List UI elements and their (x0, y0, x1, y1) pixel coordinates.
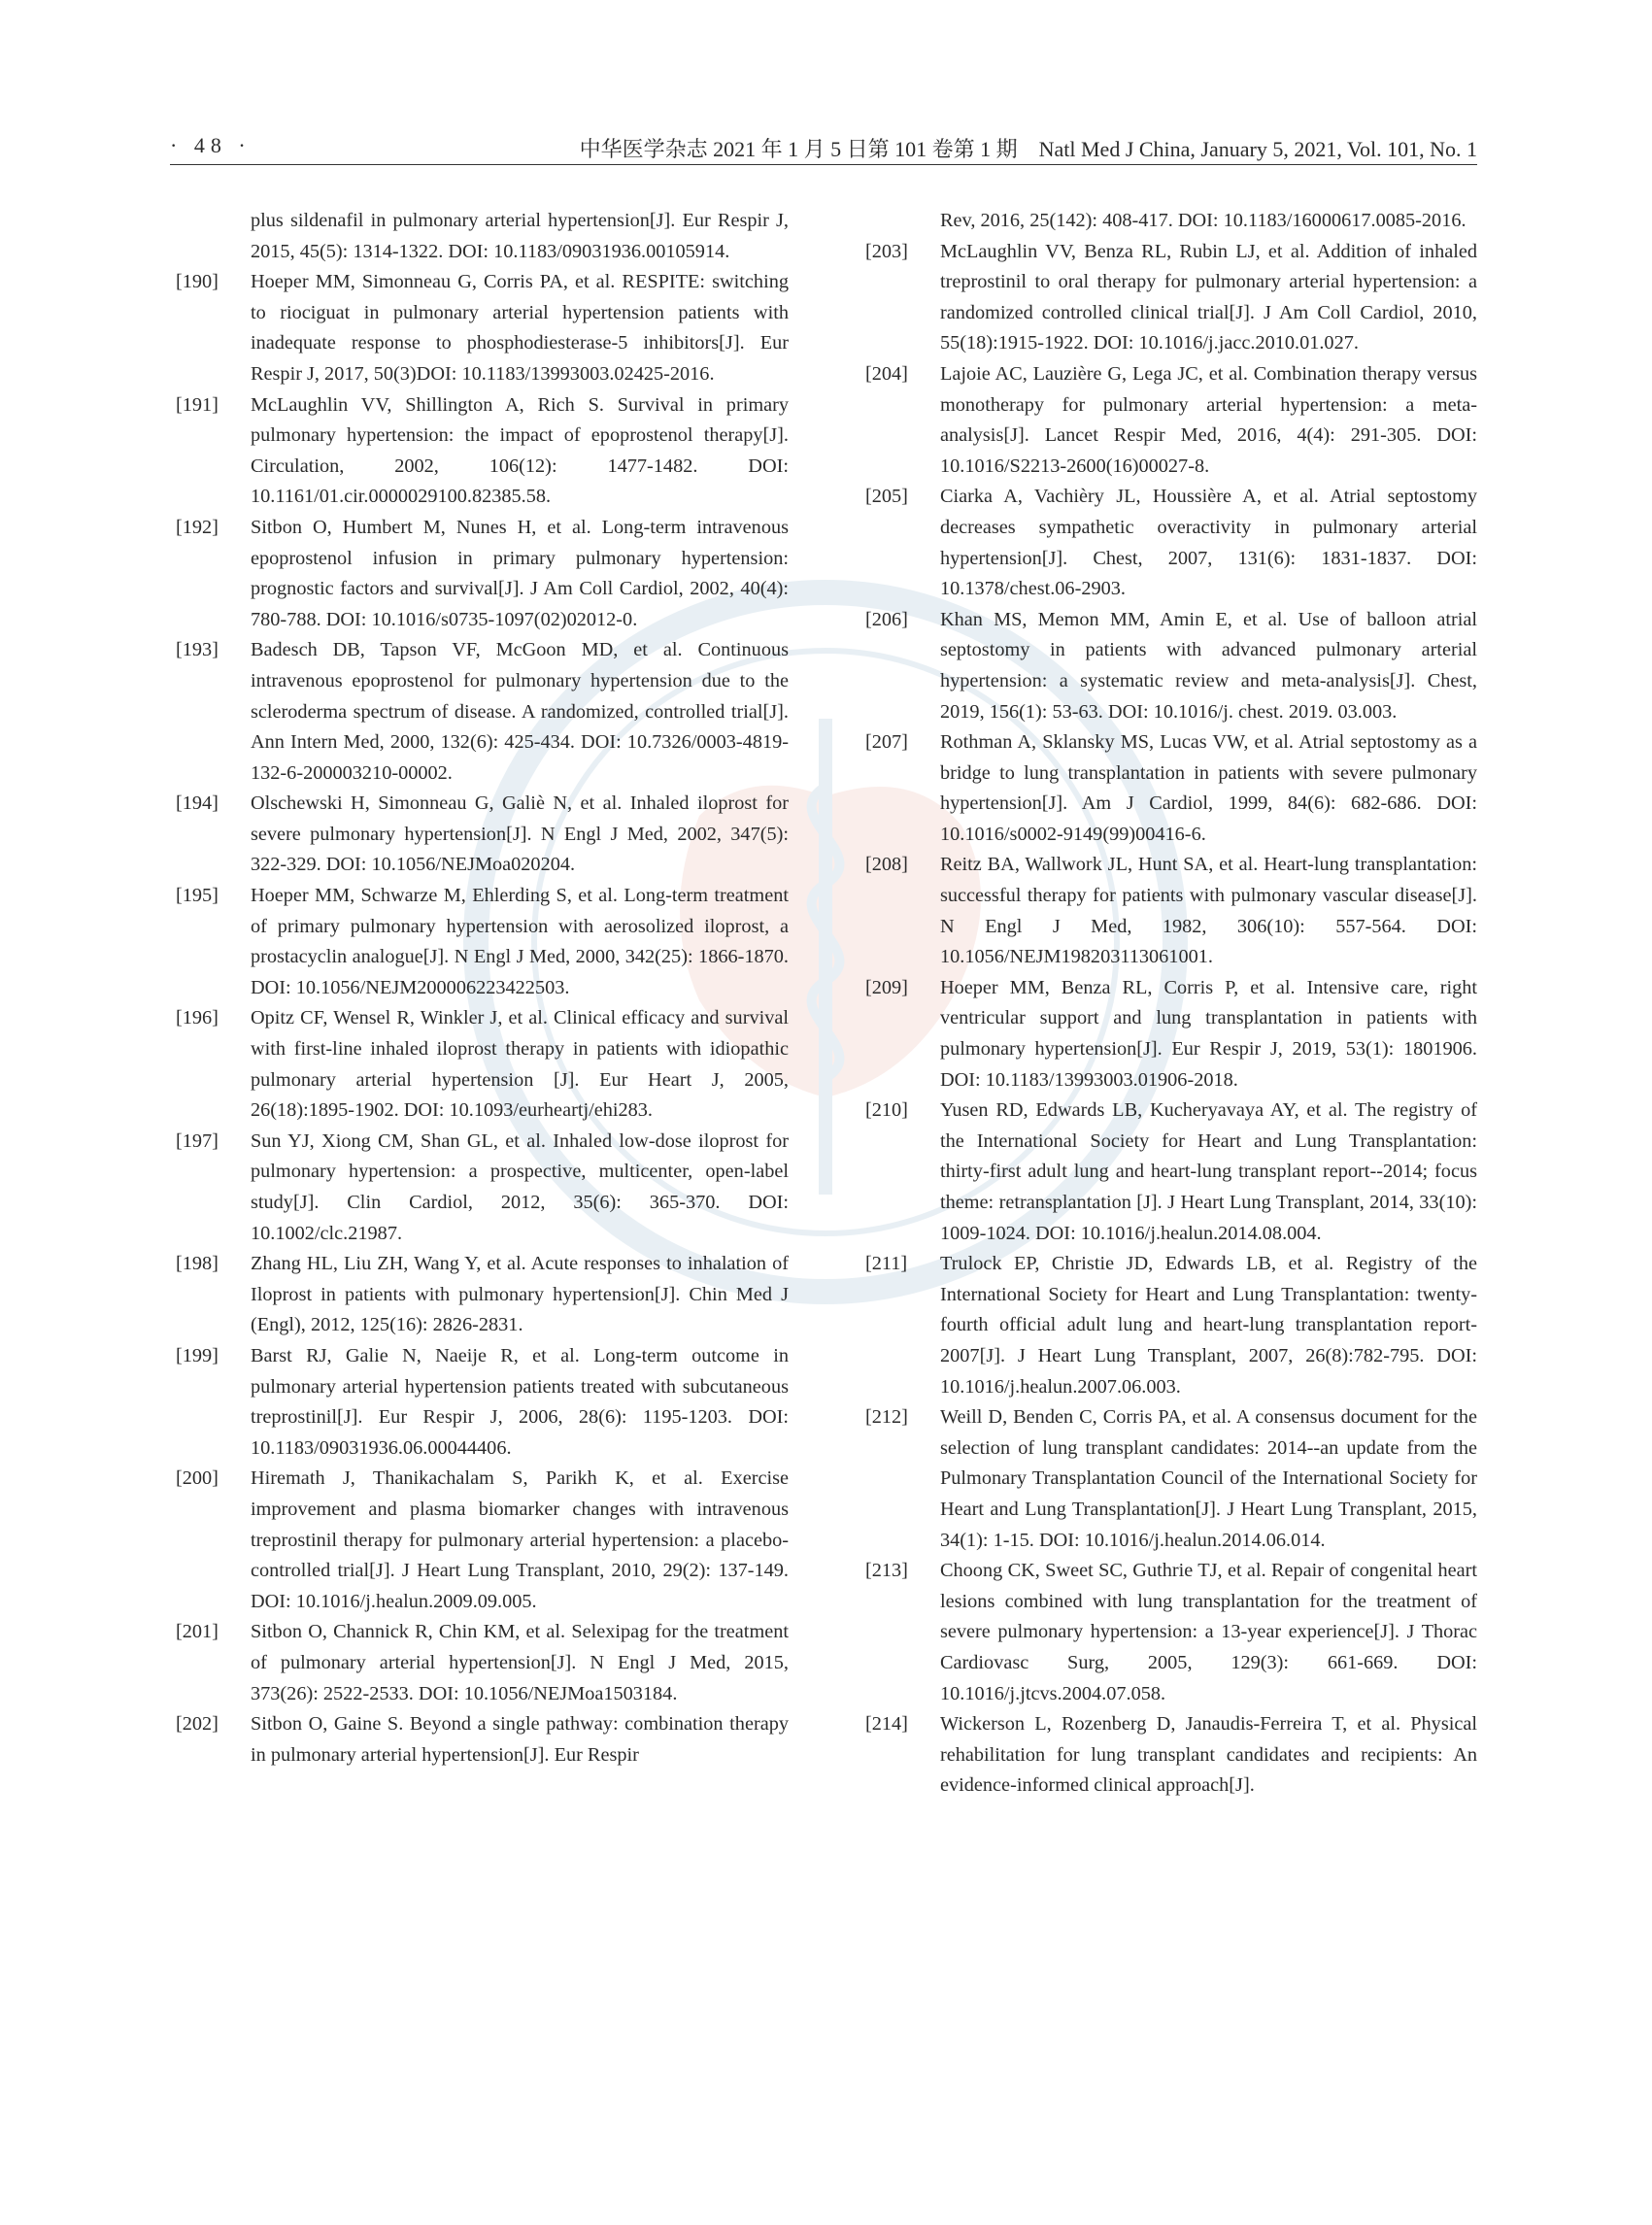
reference-number: [206] (865, 608, 908, 630)
running-header (170, 129, 1477, 165)
reference-text: Olschewski H, Simonneau G, Galiè N, et al. Inhaled iloprost for severe pulmonary hypertension[J]. N Engl J Med, 2002, 347(5): 322-329. DOI: 10.1056/NEJMoa020204. (251, 792, 789, 876)
reference-entry (170, 390, 789, 513)
reference-number: [204] (865, 362, 908, 385)
reference-entry (860, 973, 1477, 1096)
reference-text: Badesch DB, Tapson VF, McGoon MD, et al. Continuous intravenous epoprostenol for pulmonary hypertension due to the scleroderma spectrum of disease. A randomized, controlled trial[J]. Ann Intern Med, 2000, 132(6): 425-434. DOI: 10.7326/0003-4819-132-6-200003210-00002. (251, 639, 789, 784)
reference-text: Sun YJ, Xiong CM, Shan GL, et al. Inhaled low-dose iloprost for pulmonary hypertension: a prospective, multicenter, open-label study[J]. Clin Cardiol, 2012, 35(6): 365-370. DOI: 10.1002/clc.21987. (251, 1129, 789, 1244)
reference-text: Barst RJ, Galie N, Naeije R, et al. Long-term outcome in pulmonary arterial hypertension patients treated with subcutaneous treprostinil[J]. Eur Respir J, 2006, 28(6): 1195-1203. DOI: 10.1183/09031936.06.00044406. (251, 1344, 789, 1459)
reference-number: [195] (176, 885, 219, 907)
reference-number: [212] (865, 1406, 908, 1429)
reference-text: Sitbon O, Humbert M, Nunes H, et al. Long-term intravenous epoprostenol infusion in primary pulmonary hypertension: prognostic factors and survival[J]. J Am Coll Cardiol, 2002, 40(4): 780-788. DOI: 10.1016/s0735-1097(02)02012-0. (251, 516, 789, 630)
reference-number: [214] (865, 1713, 908, 1736)
reference-text: Hoeper MM, Benza RL, Corris P, et al. Intensive care, right ventricular support and lung transplantation in patients with pulmonary hypertension[J]. Eur Respir J, 2019, 53(1): 1801906. DOI: 10.1183/13993003.01906-2018. (940, 976, 1477, 1091)
reference-number: [211] (865, 1253, 908, 1275)
reference-entry (860, 482, 1477, 604)
reference-entry (170, 1127, 789, 1249)
reference-entry (860, 1556, 1477, 1709)
reference-entry (170, 267, 789, 389)
reference-continuation (860, 206, 1477, 237)
reference-text: Zhang HL, Liu ZH, Wang Y, et al. Acute responses to inhalation of Iloprost in patients with pulmonary hypertension[J]. Chin Med J (Engl), 2012, 125(16): 2826-2831. (251, 1253, 789, 1336)
reference-text: Hoeper MM, Schwarze M, Ehlerding S, et al. Long-term treatment of primary pulmonary hypertension with aerosolized iloprost, a prostacyclin analogue[J]. N Engl J Med, 2000, 342(25): 1866-1870. DOI: 10.1056/NEJM200006223422503. (251, 885, 789, 998)
reference-number: [205] (865, 486, 908, 508)
reference-text: Choong CK, Sweet SC, Guthrie TJ, et al. Repair of congenital heart lesions combined with lung transplantation for the treatment of severe pulmonary hypertension: a 13-year experience[J]. J Thorac Cardiovasc Surg, 2005, 129(3): 661-669. DOI: 10.1016/j.jtcvs.2004.07.058. (940, 1560, 1477, 1704)
reference-number: [199] (176, 1344, 219, 1366)
reference-entry (860, 359, 1477, 482)
reference-text: Ciarka A, Vachièry JL, Houssière A, et al. Atrial septostomy decreases sympathetic overactivity in pulmonary arterial hypertension[J]. Chest, 2007, 131(6): 1831-1837. DOI: 10.1378/chest.06-2903. (940, 486, 1477, 600)
journal-citation: 中华医学杂志 2021 年 1 月 5 日第 101 卷第 1 期 Natl Med J China, January 5, 2021, Vol. 101, No. 1 (579, 137, 1477, 161)
reference-number: [208] (865, 854, 908, 876)
reference-text: McLaughlin VV, Shillington A, Rich S. Survival in primary pulmonary hypertension: the impact of epoprostenol therapy[J]. Circulation, 2002, 106(12): 1477-1482. DOI: 10.1161/01.cir.0000029100.82385.58. (251, 393, 789, 508)
reference-number: [197] (176, 1129, 219, 1152)
left-column (170, 206, 789, 1770)
reference-entry (170, 1003, 789, 1126)
reference-entry (170, 881, 789, 1003)
reference-text: Hoeper MM, Simonneau G, Corris PA, et al. RESPITE: switching to riociguat in pulmonary arterial hypertension patients with inadequate response to phosphodiesterase-5 inhibitors[J]. Eur Respir J, 2017, 50(3)DOI: 10.1183/13993003.02425-2016. (251, 271, 789, 385)
reference-number: [190] (176, 271, 219, 293)
reference-entry (170, 1341, 789, 1464)
reference-text: Wickerson L, Rozenberg D, Janaudis-Ferreira T, et al. Physical rehabilitation for lung transplant candidates and recipients: An evidence-informed clinical approach[J]. (940, 1713, 1477, 1797)
reference-number: [201] (176, 1621, 219, 1643)
reference-text: Trulock EP, Christie JD, Edwards LB, et al. Registry of the International Society for Heart and Lung Transplantation: twenty-fourth official adult lung and heart-lung transplantation report-2007[J]. J Heart Lung Transplant, 2007, 26(8):782-795. DOI: 10.1016/j.healun.2007.06.003. (940, 1253, 1477, 1398)
reference-number: [193] (176, 639, 219, 661)
reference-text: McLaughlin VV, Benza RL, Rubin LJ, et al. Addition of inhaled treprostinil to oral therapy for pulmonary arterial hypertension: a randomized controlled clinical trial[J]. J Am Coll Cardiol, 2010, 55(18):1915-1922. DOI: 10.1016/j.jacc.2010.01.027. (940, 240, 1477, 354)
reference-entry (170, 1709, 789, 1770)
reference-number: [209] (865, 976, 908, 998)
reference-text: Sitbon O, Gaine S. Beyond a single pathway: combination therapy in pulmonary arterial hypertension[J]. Eur Respir (251, 1713, 789, 1766)
reference-text: Reitz BA, Wallwork JL, Hunt SA, et al. Heart-lung transplantation: successful therapy for patients with pulmonary vascular disease[J]. N Engl J Med, 1982, 306(10): 557-564. DOI: 10.1056/NEJM198203113061001. (940, 854, 1477, 968)
reference-entry (170, 1249, 789, 1341)
right-column (860, 206, 1477, 1802)
reference-text: Rothman A, Sklansky MS, Lucas VW, et al. Atrial septostomy as a bridge to lung transplantation in patients with severe pulmonary hypertension[J]. Am J Cardiol, 1999, 84(6): 682-686. DOI: 10.1016/s0002-9149(99)00416-6. (940, 731, 1477, 845)
reference-entry (860, 605, 1477, 727)
reference-number: [202] (176, 1713, 219, 1736)
reference-entry (170, 789, 789, 881)
reference-entry (170, 1464, 789, 1617)
reference-text: Weill D, Benden C, Corris PA, et al. A consensus document for the selection of lung transplant candidates: 2014--an update from the Pulmonary Transplantation Council of the International Society for Heart and Lung Transplantation[J]. J Heart Lung Transplant, 2015, 34(1): 1-15. DOI: 10.1016/j.healun.2014.06.014. (940, 1406, 1477, 1551)
reference-entry (860, 727, 1477, 850)
reference-number: [213] (865, 1560, 908, 1582)
reference-entry (170, 1617, 789, 1709)
reference-entry (170, 635, 789, 789)
reference-text: Hiremath J, Thanikachalam S, Parikh K, et al. Exercise improvement and plasma biomarker changes with intravenous treprostinil therapy for pulmonary arterial hypertension: a placebo-controlled trial[J]. J Heart Lung Transplant, 2010, 29(2): 137-149. DOI: 10.1016/j.healun.2009.09.005. (251, 1467, 789, 1612)
reference-entry (860, 850, 1477, 972)
page-number: · 48 · (170, 133, 252, 157)
reference-number: [191] (176, 393, 219, 416)
reference-number: [196] (176, 1007, 219, 1029)
reference-text: Khan MS, Memon MM, Amin E, et al. Use of balloon atrial septostomy in patients with advanced pulmonary arterial hypertension: a systematic review and meta-analysis[J]. Chest, 2019, 156(1): 53-63. DOI: 10.1016/j. chest. 2019. 03.003. (940, 608, 1477, 723)
reference-text: Opitz CF, Wensel R, Winkler J, et al. Clinical efficacy and survival with first-line inhaled iloprost therapy in patients with idiopathic pulmonary arterial hypertension [J]. Eur Heart J, 2005, 26(18):1895-1902. DOI: 10.1093/eurheartj/ehi283. (251, 1007, 789, 1122)
reference-continuation (170, 206, 789, 267)
reference-text: Lajoie AC, Lauzière G, Lega JC, et al. Combination therapy versus monotherapy for pulmonary arterial hypertension: a meta-analysis[J]. Lancet Respir Med, 2016, 4(4): 291-305. DOI: 10.1016/S2213-2600(16)00027-8. (940, 362, 1477, 477)
reference-text: Sitbon O, Channick R, Chin KM, et al. Selexipag for the treatment of pulmonary arterial hypertension[J]. N Engl J Med, 2015, 373(26): 2522-2533. DOI: 10.1056/NEJMoa1503184. (251, 1621, 789, 1704)
reference-entry (860, 237, 1477, 359)
reference-entry (860, 1249, 1477, 1402)
reference-number: [200] (176, 1467, 219, 1490)
reference-number: [210] (865, 1099, 908, 1122)
reference-entry (860, 1096, 1477, 1249)
reference-entry (170, 513, 789, 635)
reference-text: Rev, 2016, 25(142): 408-417. DOI: 10.1183/16000617.0085-2016. (940, 210, 1467, 231)
reference-number: [192] (176, 516, 219, 538)
reference-number: [198] (176, 1253, 219, 1275)
reference-text: plus sildenafil in pulmonary arterial hypertension[J]. Eur Respir J, 2015, 45(5): 1314-1322. DOI: 10.1183/09031936.00105914. (251, 210, 789, 262)
reference-text: Yusen RD, Edwards LB, Kucheryavaya AY, et al. The registry of the International Society for Heart and Lung Transplantation: thirty-first adult lung and heart-lung transplant report--2014; focus theme: retransplantation [J]. J Heart Lung Transplant, 2014, 33(10): 1009-1024. DOI: 10.1016/j.healun.2014.08.004. (940, 1099, 1477, 1244)
reference-number: [203] (865, 240, 908, 262)
reference-entry (860, 1402, 1477, 1556)
reference-entry (860, 1709, 1477, 1802)
reference-number: [207] (865, 731, 908, 754)
reference-number: [194] (176, 792, 219, 815)
